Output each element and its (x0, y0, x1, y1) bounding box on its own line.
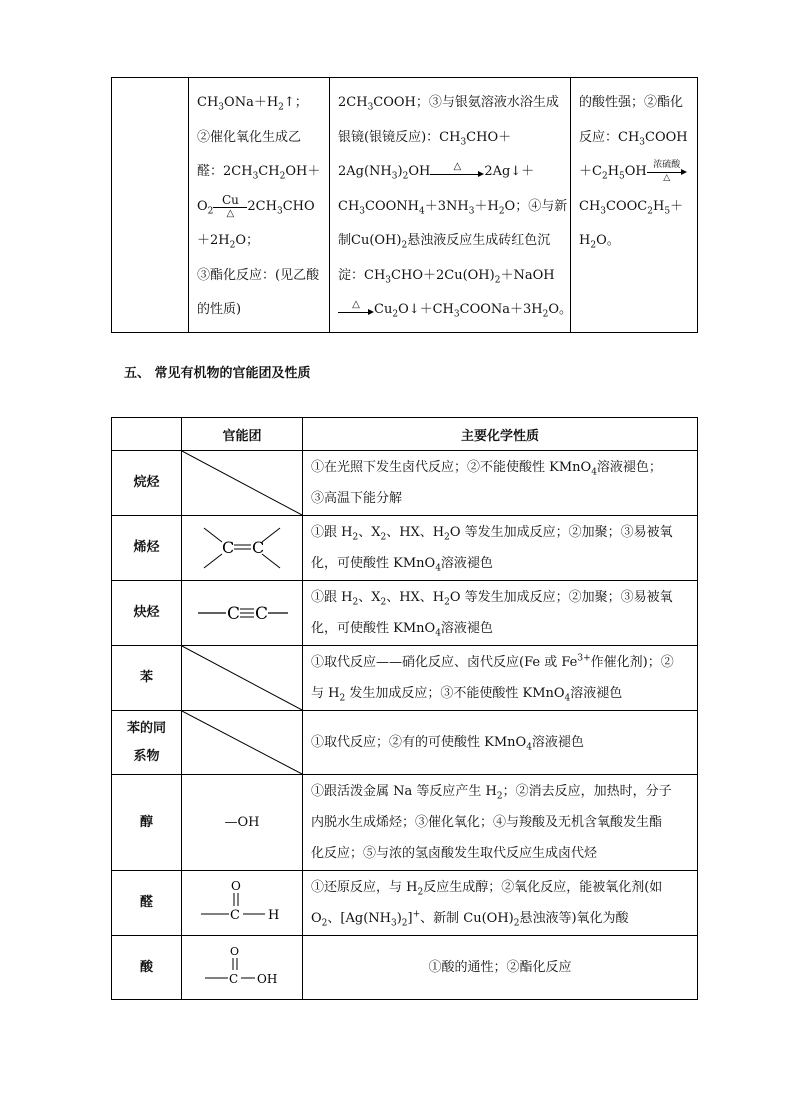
line: 化，可使酸性 KMnO$_4$溶液褪色 (311, 556, 493, 574)
line: ①跟 $H_2$、$X_2$、HX、$H_2O$ 等发生加成反应；②加聚；③易被氧 (311, 525, 673, 543)
line: ①跟 $H_2$、$X_2$、HX、$H_2O$ 等发生加成反应；②加聚；③易被氧 (311, 590, 673, 608)
compound-name: 炔烃 (112, 581, 182, 646)
properties-cell: ①酸的通性；②酯化反应 (303, 936, 698, 1000)
compound-name: 醇 (112, 775, 182, 871)
line: 化，可使酸性 KMnO$_4$溶液褪色 (311, 621, 493, 639)
line: $CH_3COOC_2H_5+$ (579, 198, 684, 217)
line: $2Ag(NH_3)_2OH$ △ 2Ag↓＋ (338, 160, 535, 182)
svg-text:C: C (230, 908, 240, 923)
line: ①在光照下发生卤代反应；②不能使酸性 KMnO$_4$溶液褪色； (311, 460, 662, 478)
diagonal-slash-icon (182, 646, 302, 710)
properties-cell (303, 581, 698, 646)
triple-bond-structure-icon (192, 593, 292, 633)
carboxyl-group-structure-icon (197, 941, 287, 995)
properties-cell (303, 646, 698, 711)
line: ②催化氧化生成乙 (197, 129, 302, 145)
double-bond-structure-icon (192, 520, 292, 576)
reaction-arrow-icon: △ (430, 162, 484, 182)
compound-name: 酸 (112, 936, 182, 1000)
reaction-arrow-icon: △ (338, 300, 374, 320)
svg-text:O: O (230, 944, 240, 958)
properties-cell (303, 451, 698, 516)
empty-cell (112, 78, 189, 333)
compound-name: 苯 (112, 646, 182, 711)
table-row (112, 871, 698, 936)
compound-name: 烷烃 (112, 451, 182, 516)
svg-text:C: C (222, 538, 235, 557)
line: ①取代反应；②有的可使酸性 KMnO$_4$溶液褪色 (311, 735, 584, 753)
properties-cell (303, 775, 698, 871)
svg-text:O: O (231, 879, 241, 893)
ethanol-properties-cell (189, 78, 330, 333)
line: $H_2O$。 (579, 233, 620, 251)
table-row (112, 581, 698, 646)
svg-text:OH: OH (257, 971, 278, 986)
svg-text:C: C (227, 604, 241, 624)
diagonal-slash-icon (182, 451, 302, 515)
acetic-acid-properties-cell (571, 78, 698, 333)
line: 反应：$CH_3COOH$ (579, 129, 688, 148)
line: ③高温下能分解 (311, 491, 403, 506)
line: 化反应；⑤与浓的氢卤酸发生取代反应生成卤代烃 (311, 846, 598, 861)
table-row (112, 775, 698, 871)
line: ①还原反应，与 $H_2$反应生成醇；②氧化反应，能被氧化剂(如 (311, 880, 663, 898)
functional-group-cell (182, 516, 303, 581)
line: △ $Cu_2O↓+CH_3COONa+3H_2O$。 (338, 293, 564, 328)
line: ①跟活泼金属 Na 等反应产生 $H_2$；②消去反应，加热时，分子 (311, 784, 672, 802)
header-cell: 官能团 (182, 418, 303, 451)
svg-text:C: C (255, 604, 269, 624)
line: 淀：$CH_3CHO+2Cu(OH)_2+NaOH$ (338, 267, 555, 286)
table-row (112, 936, 698, 1000)
section-title: 五、 常见有机物的官能团及性质 (124, 366, 311, 381)
table-header-row (112, 418, 698, 451)
line: 醛：$2CH_3CH_2OH+$ (197, 164, 321, 182)
table-row (112, 516, 698, 581)
functional-groups-table (111, 417, 698, 1000)
functional-group-cell (182, 646, 303, 711)
acetaldehyde-properties-cell (330, 78, 571, 333)
line: $CH_3ONa+H_2↑$； (197, 95, 308, 113)
aldehyde-group-structure-icon (197, 876, 287, 930)
line: 与 $H_2$ 发生加成反应；③不能使酸性 KMnO$_4$溶液褪色 (311, 686, 623, 704)
functional-group-cell: —OH (182, 775, 303, 871)
line: ①取代反应——硝化反应、卤代反应(Fe 或 $Fe^{3+}$作催化剂)；② (311, 653, 674, 670)
properties-cell (303, 871, 698, 936)
line: $+2H_2O$； (197, 233, 260, 251)
compound-name: 苯的同 系物 (112, 711, 182, 775)
functional-group-cell (182, 451, 303, 516)
line: $+C_2H_5OH$ 浓硫酸 △ (579, 155, 691, 190)
header-cell: 主要化学性质 (303, 418, 698, 451)
line: 内脱水生成烯烃；③催化氧化；④与羧酸及无机含氧酸发生酯 (311, 815, 663, 830)
reaction-arrow-icon: Cu △ (213, 192, 247, 220)
svg-text:C: C (252, 538, 265, 557)
line: 的性质) (197, 302, 242, 317)
functional-group-cell (182, 711, 303, 775)
line: 银镜(银镜反应)：$CH_3CHO+$ (338, 129, 512, 148)
header-cell (112, 418, 182, 451)
properties-cell (303, 711, 698, 775)
line: 制$Cu(OH)_2$悬浊液反应生成砖红色沉 (338, 233, 551, 251)
line: $CH_3COONH_4+3NH_3+H_2O$；④与新 (338, 198, 568, 217)
table-row (112, 646, 698, 711)
line: 的酸性强；②酯化 (579, 95, 684, 110)
table-row (112, 711, 698, 775)
compound-name: 醛 (112, 871, 182, 936)
properties-cell (303, 516, 698, 581)
compound-name: 烯烃 (112, 516, 182, 581)
reaction-arrow-icon: 浓硫酸 △ (647, 160, 687, 184)
functional-group-cell (182, 871, 303, 936)
table-row (112, 451, 698, 516)
line: $O_2$ Cu △ $2CH_3CHO$ (197, 193, 315, 219)
continuation-table (111, 77, 698, 333)
line: $2CH_3COOH$；③与银氨溶液水浴生成 (338, 95, 559, 113)
functional-group-cell (182, 581, 303, 646)
svg-text:C: C (229, 971, 239, 986)
line: $O_2$、$[Ag(NH_3)_2]^+$、新制 $Cu(OH)_2$悬浊液等)氧化为酸 (311, 909, 629, 929)
line: ③酯化反应：(见乙酸 (197, 267, 320, 283)
svg-text:H: H (268, 908, 280, 923)
diagonal-slash-icon (182, 711, 302, 774)
functional-group-cell (182, 936, 303, 1000)
